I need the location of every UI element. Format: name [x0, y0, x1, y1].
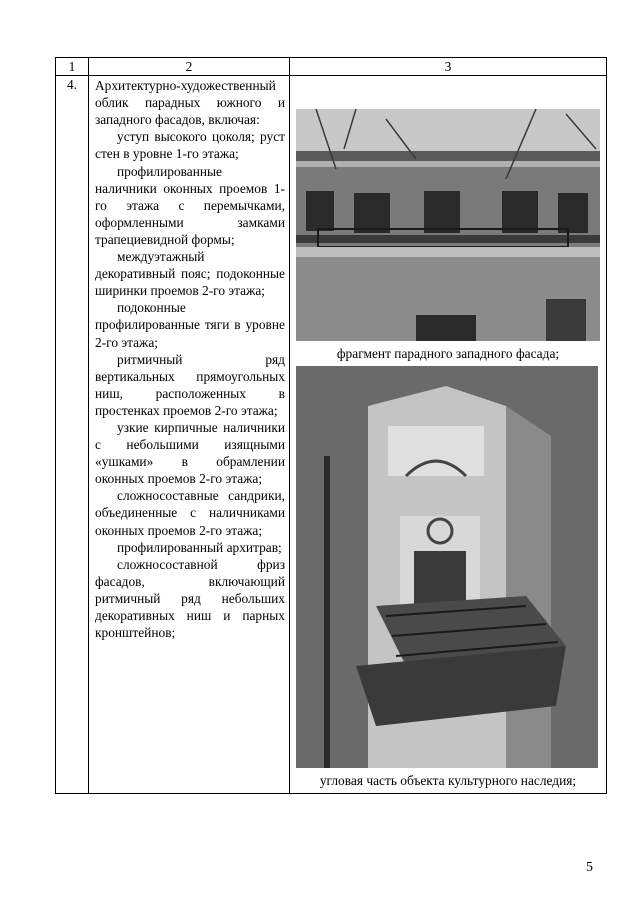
table-row [56, 76, 607, 794]
table-header-row [56, 58, 607, 76]
paragraph: Архитектурно-художественный облик парадных южного и западного фасадов, включая: [95, 78, 285, 128]
header-col-3: 3 [290, 58, 607, 76]
west-facade-photo [296, 109, 600, 341]
paragraph: ритмичный ряд вертикальных прямоугольных ниш, расположенных в простенках проемов 2-го этажа; [95, 351, 285, 418]
header-col-1: 1 [56, 58, 89, 76]
paragraph: сложносоставные сандрики, объединенные с наличниками оконных проемов 2-го этажа; [95, 488, 285, 538]
row-number: 4. [56, 76, 89, 794]
paragraph: уступ высокого цоколя; руст стен в уровне 1-го этажа; [95, 129, 285, 162]
description-cell [89, 76, 290, 794]
header-col-2: 2 [89, 58, 290, 76]
paragraph: междуэтажный декоративный пояс; подоконные ширинки проемов 2-го этажа; [95, 249, 285, 299]
photos-cell [290, 76, 607, 794]
paragraph: профилированный архитрав; [117, 539, 282, 555]
paragraph: подоконные профилированные тяги в уровне 2-го этажа; [95, 300, 285, 350]
paragraph: узкие кирпичные наличники с небольшими изящными «ушками» в обрамлении оконных проемов 2-го этажа; [95, 419, 285, 487]
paragraph: профилированные наличники оконных проемов 1-го этажа с перемычками, оформленными замками трапециевидной формы; [95, 163, 285, 247]
paragraph: сложносоставной фриз фасадов, включающий ритмичный ряд небольших декоративных ниш и парных кронштейнов; [95, 556, 285, 641]
page-number: 5 [586, 860, 593, 875]
description-text [89, 76, 289, 643]
photo-caption: угловая часть объекта культурного наследия; [319, 773, 577, 789]
object-elements-table [55, 57, 607, 794]
building-corner-photo [296, 366, 598, 768]
photo-caption: фрагмент парадного западного фасада; [336, 346, 560, 362]
